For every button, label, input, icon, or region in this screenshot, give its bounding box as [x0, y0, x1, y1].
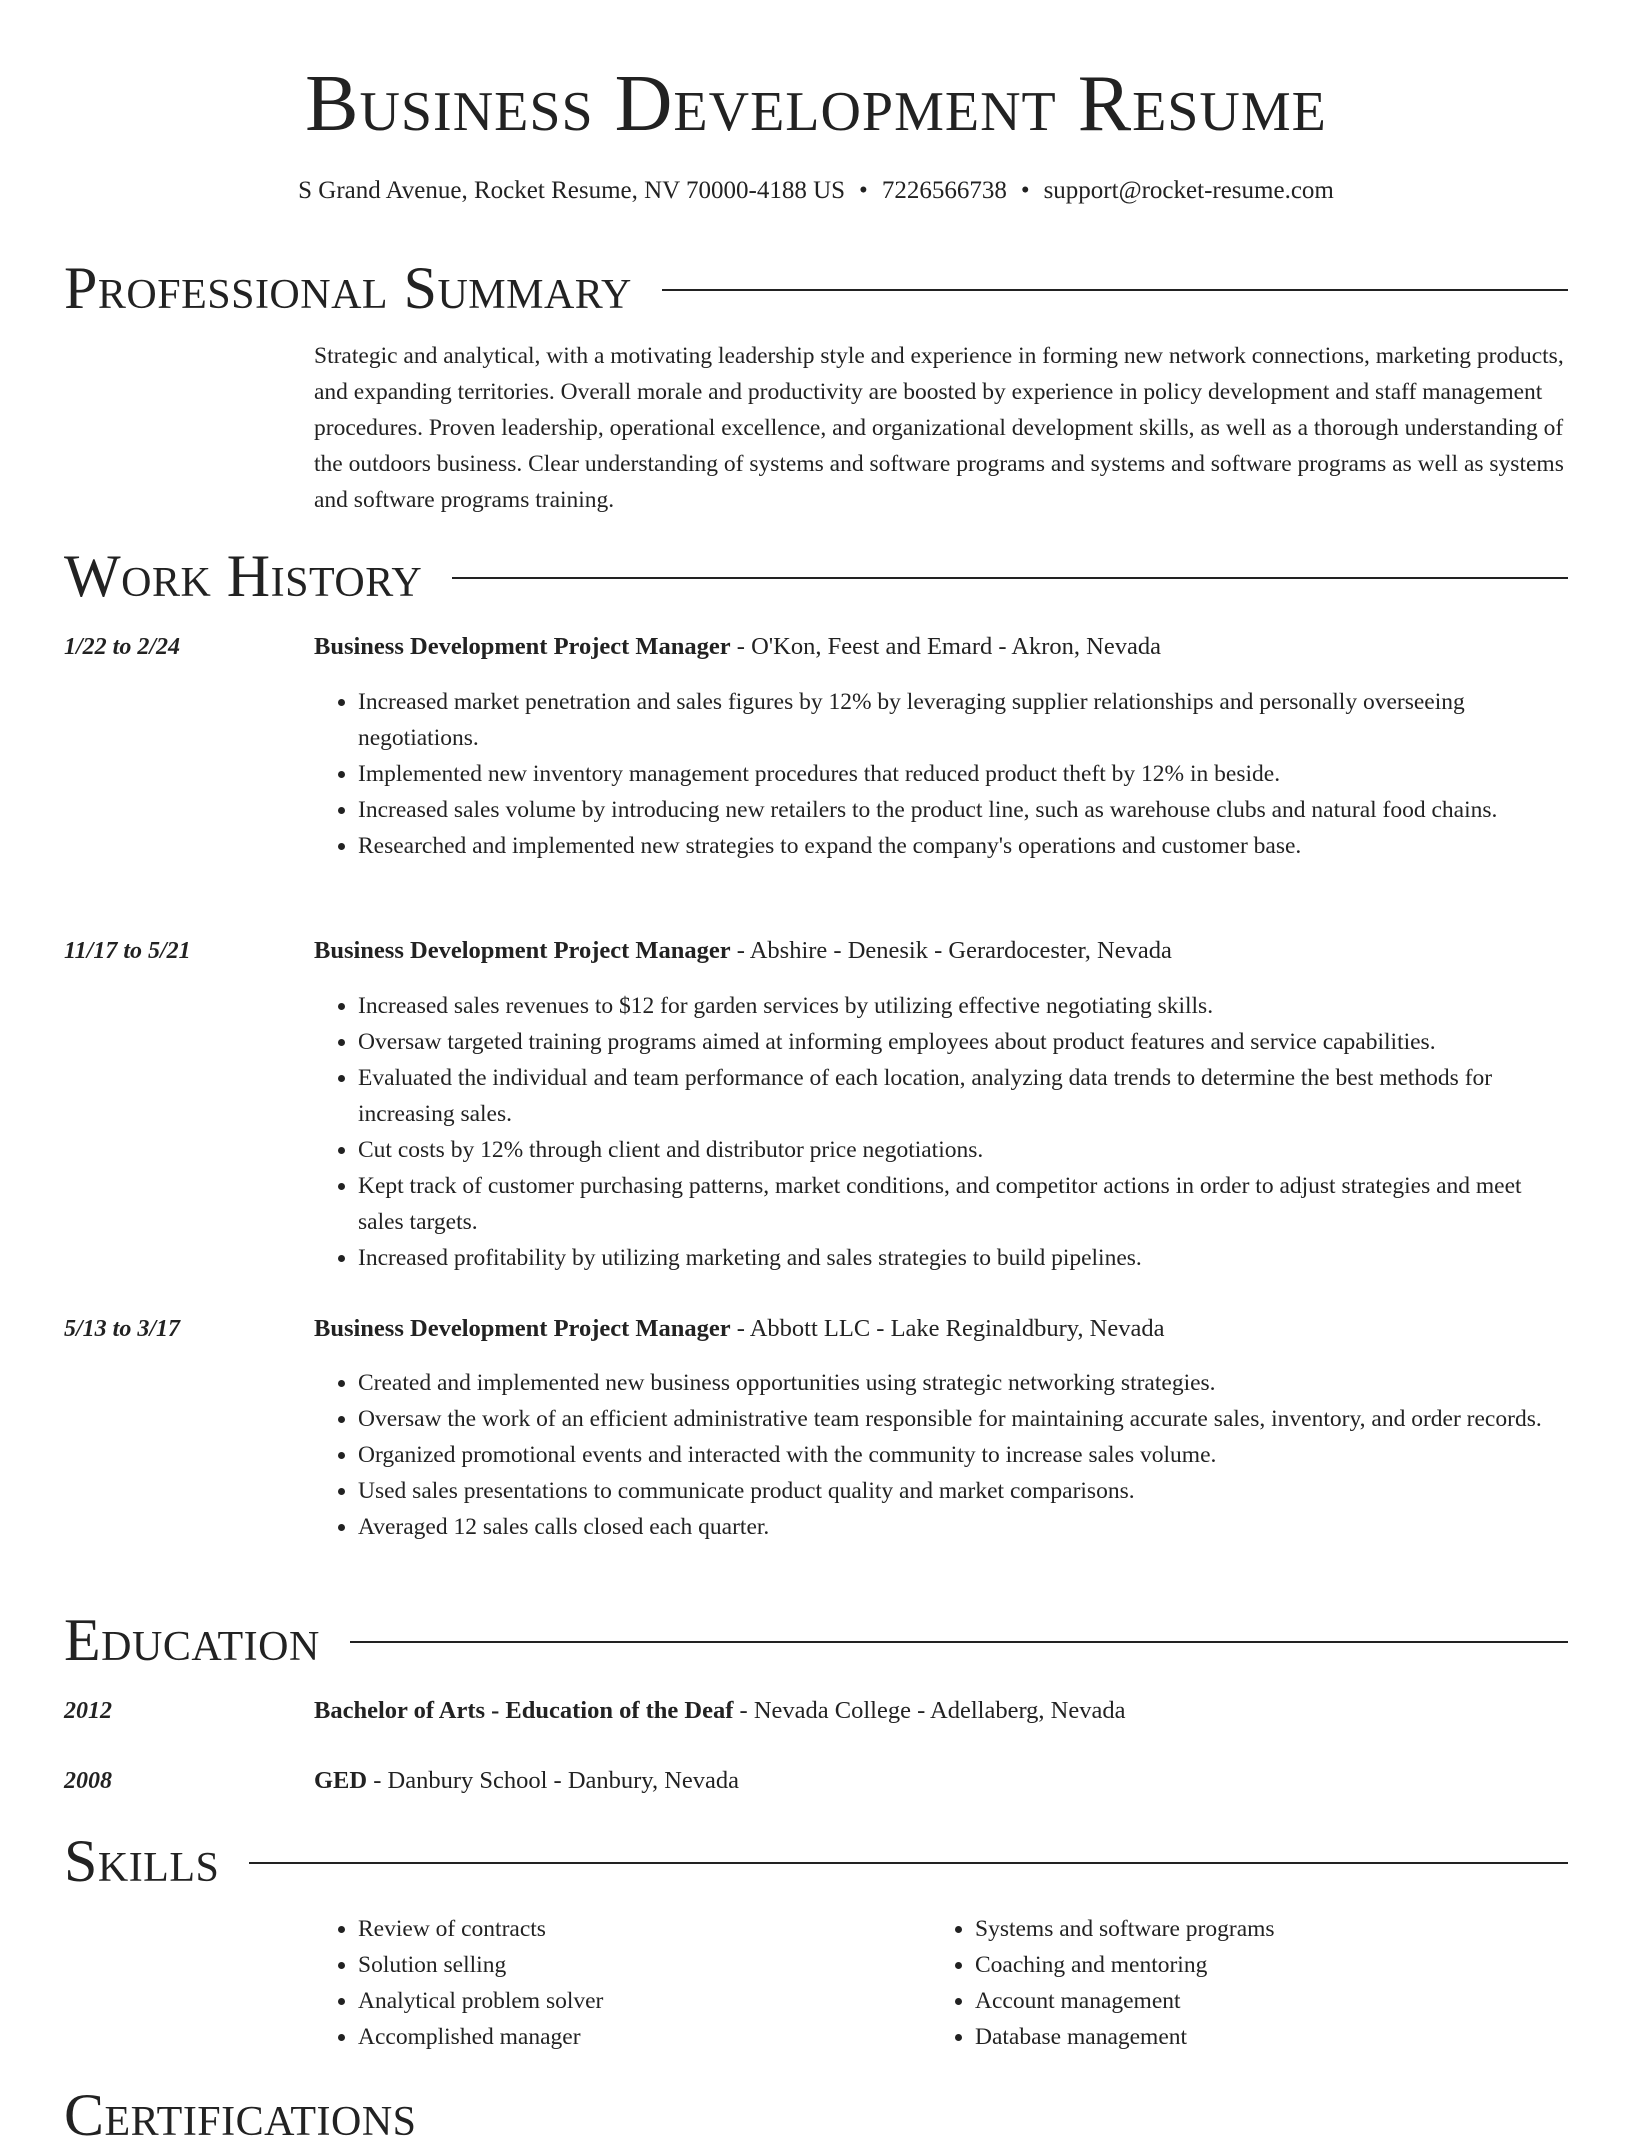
section-header-summary [64, 253, 1568, 323]
list-item: • Increased sales revenues to $12 for garden services by utilizing effective negotiating skills. [358, 988, 1570, 1024]
skills-list-right [931, 1911, 1491, 2055]
contact-line [0, 174, 1632, 208]
education-details: - Danbury School - Danbury, Nevada [367, 1767, 740, 1794]
list-item: • Organized promotional events and interacted with the community to increase sales volume. [358, 1437, 1570, 1473]
list-item: • Kept track of customer purchasing patterns, market conditions, and competitor actions in order to adjust strategies and meet sales targets. [358, 1168, 1570, 1240]
job-role: Business Development Project Manager [314, 1315, 731, 1342]
contact-separator: • [1020, 177, 1030, 204]
job-bullets [314, 1365, 1570, 1545]
list-item: • Used sales presentations to communicate product quality and market comparisons. [358, 1473, 1570, 1509]
skill-item: • Analytical problem solver [358, 1983, 874, 2019]
contact-phone[interactable]: 7226566738 [881, 177, 1007, 204]
education-degree: Bachelor of Arts - Education of the Deaf [314, 1697, 734, 1724]
education-details: - Nevada College - Adellaberg, Nevada [733, 1697, 1126, 1724]
skill-item: • Review of contracts [358, 1911, 874, 1947]
section-divider [452, 577, 1568, 579]
summary-text: Strategic and analytical, with a motivating leadership style and experience in forming new network connections, marketing products, and expanding territories. Overall morale and productivity are boosted by experience in policy development and staff management procedures. Proven leadership, operational excellence, and organizational development skills, as well as a thorough understanding of the outdoors business. Clear understanding of systems and software programs and systems and software programs as well as systems and software programs training. [314, 343, 1564, 513]
skill-item: • Database management [975, 2019, 1491, 2055]
job-bullets [314, 684, 1570, 864]
section-title: Work History [64, 543, 423, 609]
job-details: - Abshire - Denesik - Gerardocester, Nevada [730, 937, 1172, 964]
skill-item: • Accomplished manager [358, 2019, 874, 2055]
section-title: Professional Summary [64, 255, 632, 321]
contact-email[interactable]: support@rocket-resume.com [1043, 177, 1334, 204]
section-divider [249, 1862, 1568, 1864]
job-role: Business Development Project Manager [314, 937, 731, 964]
list-item: • Implemented new inventory management procedures that reduced product theft by 12% in beside. [358, 756, 1570, 792]
education-line [314, 1694, 1570, 1728]
job-details: - Abbott LLC - Lake Reginaldbury, Nevada [730, 1315, 1165, 1342]
list-item: • Oversaw targeted training programs aimed at informing employees about product features and service capabilities. [358, 1024, 1570, 1060]
job-dates: 5/13 to 3/17 [64, 1316, 181, 1342]
education-year: 2012 [64, 1698, 112, 1724]
job-bullets [314, 988, 1570, 1276]
section-header-certifications [64, 2080, 1568, 2150]
contact-address: S Grand Avenue, Rocket Resume, NV 70000-4188 US [298, 177, 846, 204]
skill-item: • Coaching and mentoring [975, 1947, 1491, 1983]
section-header-work-history [64, 541, 1568, 611]
list-item: • Researched and implemented new strategies to expand the company's operations and customer base. [358, 828, 1570, 864]
list-item: • Increased market penetration and sales figures by 12% by leveraging supplier relationships and personally overseeing negotiations. [358, 684, 1570, 756]
contact-separator: • [859, 177, 868, 204]
skill-item: • Systems and software programs [975, 1911, 1491, 1947]
job-title-line [314, 934, 1570, 968]
resume-name: Business Development Resume [305, 60, 1327, 148]
section-title: Certifications [64, 2082, 417, 2148]
list-item: • Cut costs by 12% through client and distributor price negotiations. [358, 1132, 1570, 1168]
list-item: • Oversaw the work of an efficient administrative team responsible for maintaining accurate sales, inventory, and order records. [358, 1401, 1570, 1437]
list-item: • Increased sales volume by introducing new retailers to the product line, such as warehouse clubs and natural food chains. [358, 792, 1570, 828]
list-item: • Averaged 12 sales calls closed each quarter. [358, 1509, 1570, 1545]
list-item: • Evaluated the individual and team performance of each location, analyzing data trends to determine the best methods for increasing sales. [358, 1060, 1570, 1132]
section-divider [350, 1641, 1568, 1643]
skills-list-left [314, 1911, 874, 2055]
job-details: - O'Kon, Feest and Emard - Akron, Nevada [730, 633, 1161, 660]
education-year: 2008 [64, 1768, 112, 1794]
section-title: Skills [64, 1828, 220, 1894]
education-line [314, 1764, 1570, 1798]
section-header-education [64, 1605, 1568, 1675]
job-title-line [314, 630, 1570, 664]
job-dates: 11/17 to 5/21 [64, 938, 191, 964]
list-item: • Created and implemented new business opportunities using strategic networking strategies. [358, 1365, 1570, 1401]
list-item: • Increased profitability by utilizing marketing and sales strategies to build pipelines. [358, 1240, 1570, 1276]
education-degree: GED [314, 1767, 368, 1794]
section-title: Education [64, 1607, 320, 1673]
section-header-skills [64, 1826, 1568, 1896]
job-title-line [314, 1312, 1570, 1346]
section-divider [662, 289, 1568, 291]
skill-item: • Solution selling [358, 1947, 874, 1983]
job-dates: 1/22 to 2/24 [64, 634, 181, 660]
skill-item: • Account management [975, 1983, 1491, 2019]
job-role: Business Development Project Manager [314, 633, 731, 660]
